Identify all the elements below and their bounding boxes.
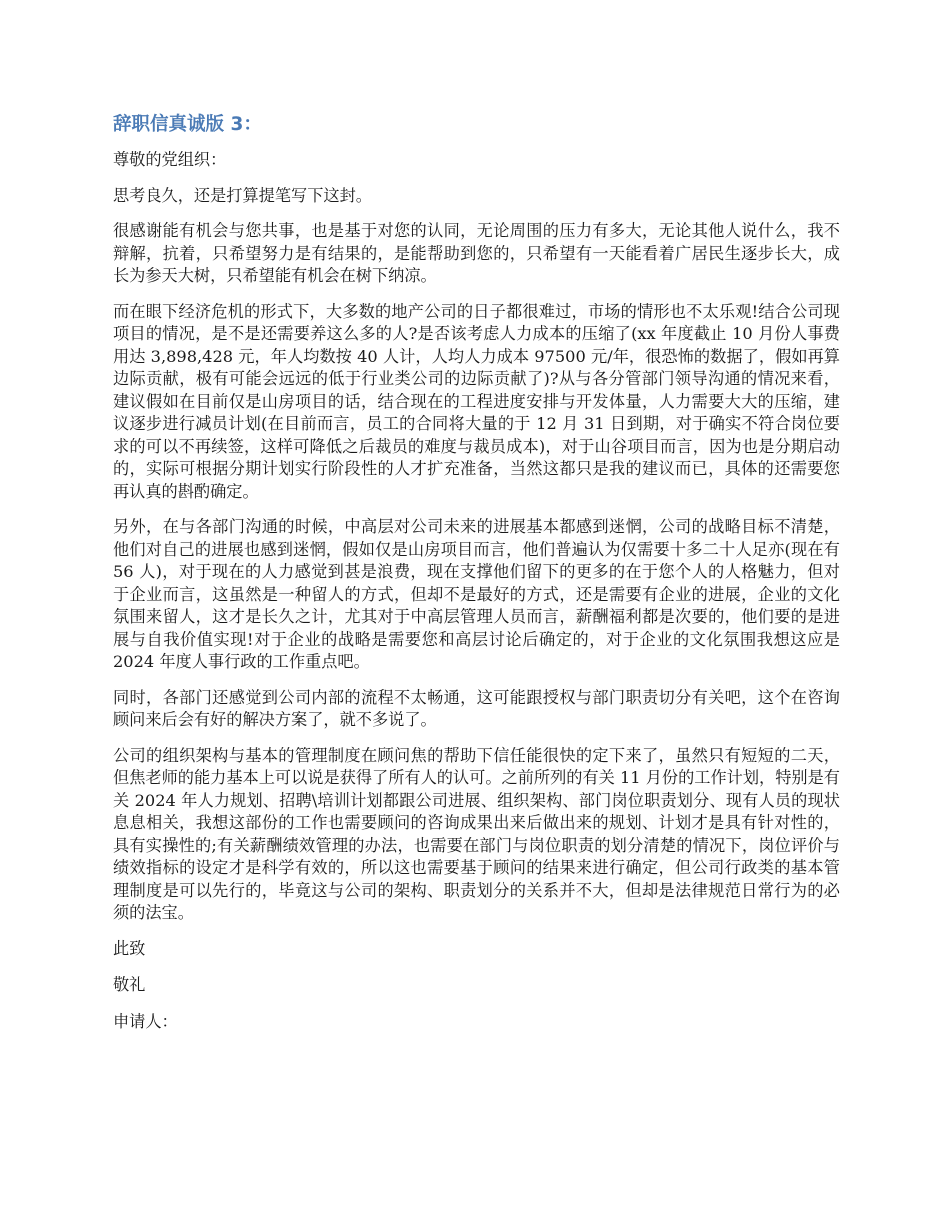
paragraph-economic-situation: 而在眼下经济危机的形式下，大多数的地产公司的日子都很难过，市场的情形也不太乐观!结合公司现项目的情况，是不是还需要养这么多的人?是否该考虑人力成本的压缩了(xx 年度截止 10 月份人事费用达 3,898,428 元，年人均数按 40 人计，人均人力成本 97500 元/年，很恐怖的数据了，假如再算边际贡献，极有可能会远远的低于行业类公司的边际贡献了)?从与各分管部门领导沟通的情况来看，建议假如在目前仅是山房项目的话，结合现在的工程进度安排与开发体量，人力需要大大的压缩，建议逐步进行减员计划(在目前而言，员工的合同将大量的于 12 月 31 日到期，对于确实不符合岗位要求的可以不再续签，这样可降低之后裁员的难度与裁员成本)，对于山谷项目而言，因为也是分期启动的，实际可根据分期计划实行阶段性的人才扩充准备，当然这都只是我的建议而已，具体的还需要您再认真的斟酌确定。 <box>113 301 840 501</box>
salutation: 尊敬的党组织： <box>113 150 227 169</box>
paragraph-management-outlook: 另外，在与各部门沟通的时候，中高层对公司未来的进展基本都感到迷惘，公司的战略目标不清楚，他们对自己的进展也感到迷惘，假如仅是山房项目而言，他们普遍认为仅需要十多二十人足亦(现在有 56 人)，对于现在的人力感觉到甚是浪费，现在支撑他们留下的更多的在于您个人的人格魅力，但对于企业而言，这虽然是一种留人的方式，但却不是最好的方式，还是需要有企业的进展，企业的文化氛围来留人，这才是长久之计，尤其对于中高层管理人员而言，薪酬福利都是次要的，他们要的是进展与自我价值实现!对于企业的战略是需要您和高层讨论后确定的，对于企业的文化氛围我想这应是 2024 年度人事行政的工作重点吧。 <box>113 517 840 671</box>
paragraph-gratitude: 很感谢能有机会与您共事，也是基于对您的认同，无论周围的压力有多大，无论其他人说什么，我不辩解，抗着，只希望努力是有结果的，是能帮助到您的，只希望有一天能看着广居民生逐步长大，成长为参天大树，只希望能有机会在树下纳凉。 <box>113 221 840 285</box>
closing-greeting: 此致 <box>113 938 146 958</box>
paragraph-process: 同时，各部门还感觉到公司内部的流程不太畅通，这可能跟授权与部门职责切分有关吧，这个在咨询顾问来后会有好的解决方案了，就不多说了。 <box>113 687 840 729</box>
signature-label: 申请人： <box>113 1011 178 1031</box>
closing-salute: 敬礼 <box>113 975 146 994</box>
paragraph-organization: 公司的组织架构与基本的管理制度在顾问焦的帮助下信任能很快的定下来了，虽然只有短短的二天，但焦老师的能力基本上可以说是获得了所有人的认可。之前所列的有关 11 月份的工作计划，特别是有关 2024 年人力规划、招聘\培训计划都跟公司进展、组织架构、部门岗位职责划分、现有人员的现状息息相关，我想这部份的工作也需要顾问的咨询成果出来后做出来的规划、计划才是具有针对性的，具有实操性的;有关薪酬绩效管理的办法，也需要在部门与岗位职责的划分清楚的情况下，岗位评价与绩效指标的设定才是科学有效的，所以这也需要基于顾问的结果来进行确定，但公司行政类的基本管理制度是可以先行的，毕竟这与公司的架构、职责划分的关系并不大，但却是法律规范日常行为的必须的法宝。 <box>113 745 840 922</box>
paragraph-opening: 思考良久，还是打算提笔写下这封。 <box>113 185 372 205</box>
document-title: 辞职信真诚版 3： <box>113 114 262 135</box>
document-page <box>113 112 840 1047</box>
